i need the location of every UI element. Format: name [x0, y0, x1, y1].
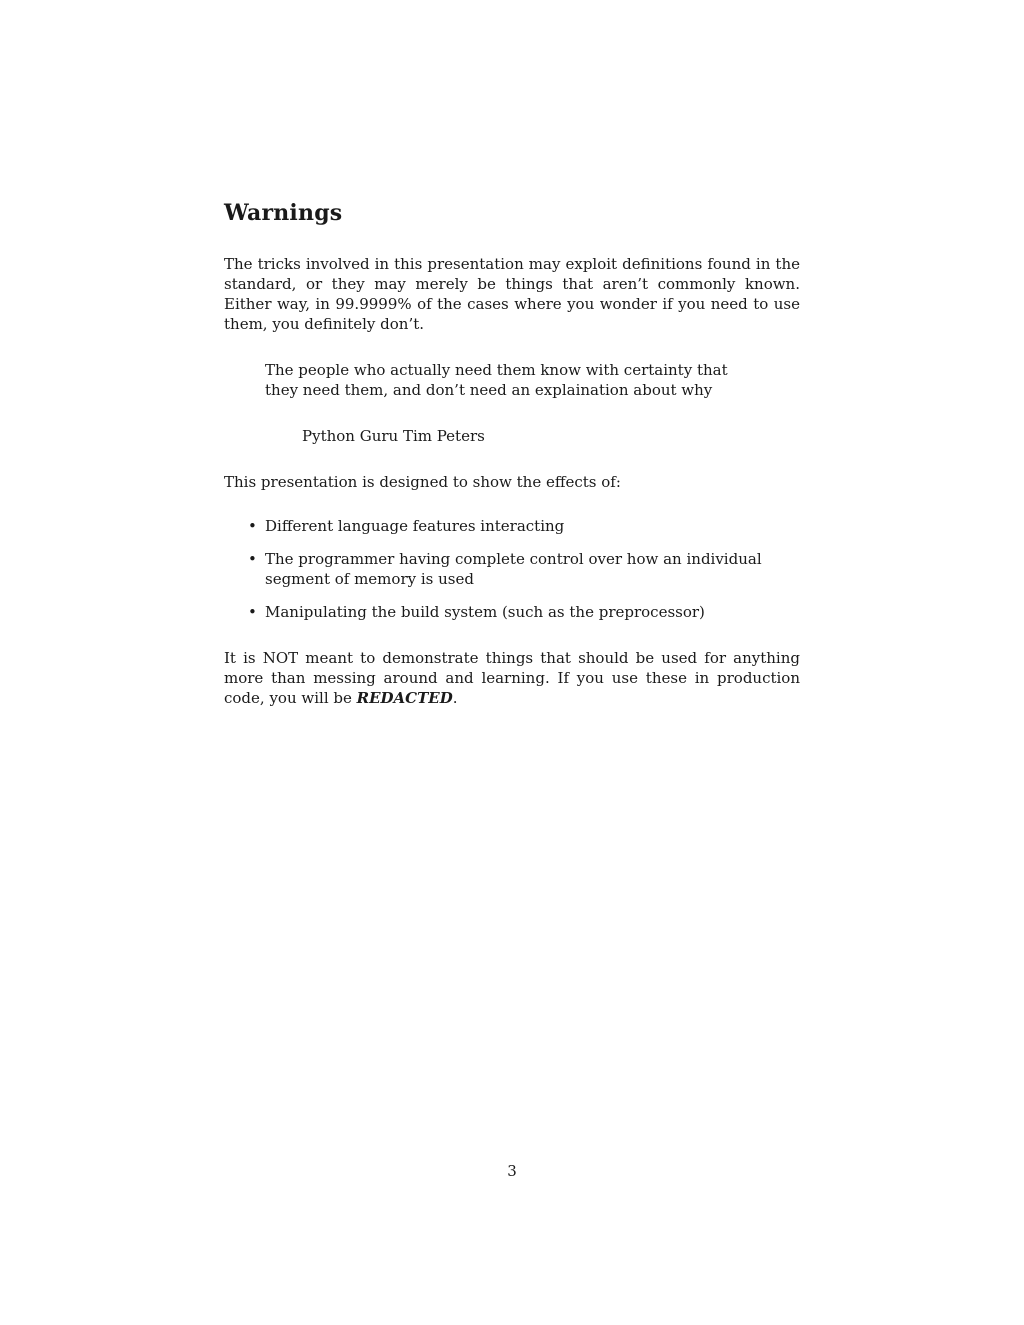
closing-end: . — [452, 689, 458, 707]
page-content — [224, 200, 800, 708]
intro-paragraph: This presentation is designed to show the effects of: — [224, 473, 621, 491]
list-item-text: The programmer having complete control over how an individual segment of memory is used — [265, 550, 762, 588]
list-item-text: Manipulating the build system (such as the preprocessor) — [265, 603, 705, 621]
list-item — [224, 549, 800, 589]
quote-text: The people who actually need them know with certainty that they need them, and don’t need an explaination about why — [265, 361, 728, 399]
page-number: 3 — [507, 1162, 517, 1180]
list-item — [224, 516, 800, 536]
redacted-emphasis: REDACTED — [356, 689, 453, 707]
section-heading: Warnings — [224, 200, 343, 226]
list-item-text: Different language features interacting — [265, 517, 565, 535]
closing-text: It is NOT meant to demonstrate things that should be used for anything more than messing around and learning. If you use these in production code, you will be — [224, 649, 800, 707]
list-item — [224, 602, 800, 622]
warning-paragraph: The tricks involved in this presentation may exploit definitions found in the standard, or they may merely be things that aren’t commonly known. Either way, in 99.9999% of the cases where you wonder if you need to use them, you definitely don’t. — [224, 255, 800, 333]
bullet-icon: • — [248, 603, 257, 621]
bullet-icon: • — [248, 517, 257, 535]
effects-list — [224, 516, 800, 622]
closing-paragraph — [224, 648, 800, 708]
bullet-icon: • — [248, 550, 257, 568]
quote-attribution: Python Guru Tim Peters — [302, 427, 485, 445]
